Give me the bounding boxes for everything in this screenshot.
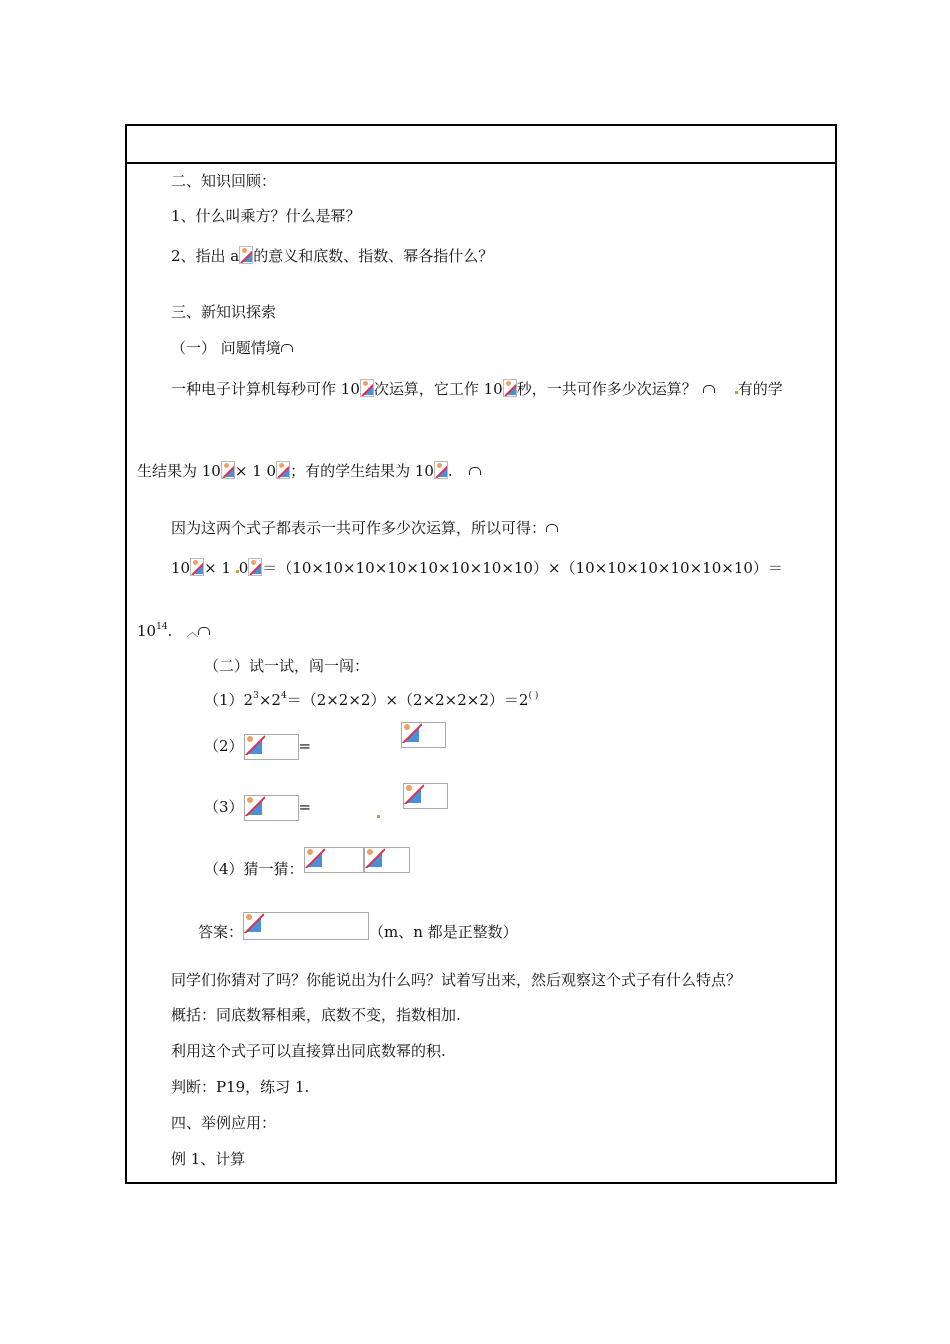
try-item-2: （2） = [204,734,311,760]
formula-image-box [401,722,446,748]
try-item-1: $(1)2^3\times 2^4=(2\times 2\times 2)\times(2\times 2\times 2\times 2)=2^{( )}$ [204,691,539,709]
image-placeholder-icon [305,848,325,868]
paragraph-problem: 一种电子计算机每秒可作 10 次运算，它工作 10 秒，一共可作多少次运算？ 有的学 [171,380,783,398]
marker-dot [377,803,380,823]
image-placeholder-icon [245,796,265,816]
image-placeholder-icon [434,461,448,479]
image-placeholder-icon [402,723,422,743]
paragraph-reason: 因为这两个式子都表示一共可作多少次运算，所以可得： [171,518,558,538]
try-item-3-answer [403,783,448,809]
formula-image-box [244,795,299,821]
formula-image-box [244,734,299,760]
example-1: 例 1、计算 [171,1150,246,1168]
try-item-3: （3） = [204,795,311,821]
image-placeholder-icon [360,379,374,397]
image-placeholder-icon [221,461,235,479]
paragraph-judge: 判断：P19，练习 1. [171,1078,310,1096]
equation-result: $10^{14}$. ︿ [137,621,210,642]
formula-image-box [304,847,364,873]
formula-image-box [243,912,369,940]
image-placeholder-icon [190,558,204,576]
image-placeholder-icon [248,558,262,576]
image-placeholder-icon [503,379,517,397]
question-2: 2、指出 a 的意义和底数、指数、幂各指什么？ [171,247,494,265]
bracket-mark-icon [281,344,293,352]
try-item-2-answer [401,722,446,748]
answer-line: 答案： （m、n 都是正整数） [198,919,518,947]
section4-title: 四、举例应用： [171,1114,277,1132]
paragraph-summary: 概括：同底数幂相乘，底数不变，指数相加. [171,1006,461,1024]
image-placeholder-icon [404,784,424,804]
image-placeholder-icon [276,461,290,479]
try-item-4: （4）猜一猜： [204,857,410,883]
section2-title: 二、知识回顾： [171,172,277,190]
image-placeholder-icon [244,913,264,933]
bracket-mark-icon [546,524,558,532]
subsection-try: （二）试一试，闯一闯： [204,657,370,675]
paragraph-results: 生结果为 10 × 1 0 ；有的学生结果为 10 . [137,461,481,481]
bracket-mark-icon [469,467,481,475]
question-1: 1、什么叫乘方？什么是幂？ [171,207,361,225]
subsection-problem-context: （一） 问题情境 [171,338,293,358]
formula-image-box [403,783,448,809]
image-placeholder-icon [239,246,253,264]
equation-line: 10 × 1 0 ＝（10×10×10×10×10×10×10×10）×（10×10×10×10×10×10）＝ [171,559,783,577]
formula-image-box [364,847,410,873]
section3-title: 三、新知识探索 [171,303,277,321]
bracket-mark-icon [198,627,210,635]
marker-dot-icon [377,815,380,818]
image-placeholder-icon [245,735,265,755]
paragraph-think: 同学们你猜对了吗？你能说出为什么吗？试着写出来，然后观察这个式子有什么特点？ [171,971,742,989]
document-table [125,124,837,1184]
paragraph-usage: 利用这个式子可以直接算出同底数幂的积. [171,1042,446,1060]
table-header-row [127,126,835,164]
bracket-mark-icon [703,385,715,393]
image-placeholder-icon [365,848,385,868]
